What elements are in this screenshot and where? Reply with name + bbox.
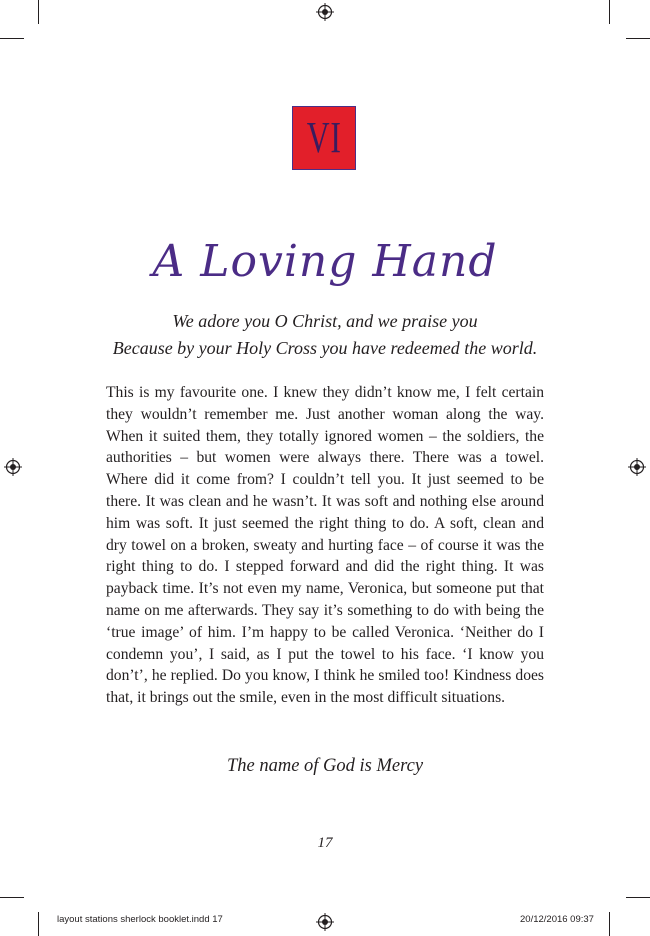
crop-mark bbox=[0, 38, 24, 39]
closing-line: The name of God is Mercy bbox=[226, 756, 424, 776]
page-number: 17 bbox=[317, 835, 333, 851]
crop-mark bbox=[609, 0, 610, 24]
page-title: A Loving Hand bbox=[152, 236, 498, 287]
registration-mark-icon bbox=[316, 913, 334, 931]
crop-mark bbox=[0, 897, 24, 898]
body-paragraph: This is my favourite one. I knew they didn’t know me, I felt certain they wouldn’t remember me. Just another woman along the way. When it suited them, they totally ignored women – the soldiers, the authorities – but women were always there. There was a towel. Where did it come from? I couldn’t tell you. It just seemed to be there. It was clean and he wasn’t. It was soft and nothing else around him was soft. It just seemed the right thing to do. A soft, clean and dry towel on a broken, sweaty and hurting face – of course it was the right thing to do. I stepped forward and did the right thing. It was payback time. It’s not even my name, Veronica, but someone put that name on me afterwards. They say it’s something to do with being the ‘true image’ of him. I’m happy to be called Veronica. ‘Neither do I condemn you’, I said, as I put the towel to his face. ‘I know you don’t’, he replied. Do you know, I think he smiled too! Kindness does that, it brings out the smile, even in the most difficult situations. bbox=[106, 384, 544, 707]
slug-datetime: 20/12/2016 09:37 bbox=[520, 914, 594, 925]
station-badge bbox=[292, 106, 356, 170]
station-numeral: VI bbox=[306, 113, 342, 162]
crop-mark bbox=[626, 897, 650, 898]
registration-mark-icon bbox=[316, 3, 334, 21]
crop-mark bbox=[38, 912, 39, 936]
crop-mark bbox=[609, 912, 610, 936]
prayer-line-2: Because by your Holy Cross you have redeemed the world. bbox=[112, 338, 538, 358]
registration-mark-icon bbox=[628, 458, 646, 476]
crop-mark bbox=[38, 0, 39, 24]
prayer-line-1: We adore you O Christ, and we praise you bbox=[172, 311, 478, 331]
slug-filename: layout stations sherlock booklet.indd 17 bbox=[57, 914, 223, 925]
crop-mark bbox=[626, 38, 650, 39]
registration-mark-icon bbox=[4, 458, 22, 476]
